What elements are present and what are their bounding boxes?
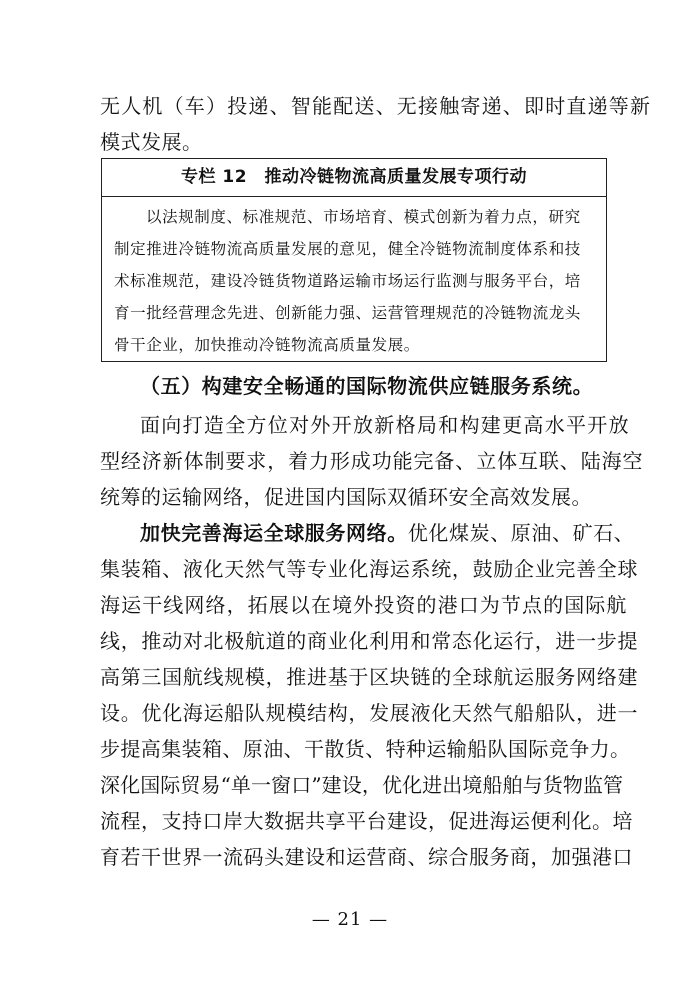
paragraph-line: 型经济新体制要求，着力形成功能完备、立体互联、陆海空 — [100, 449, 644, 473]
intro-line: 无人机（车）投递、智能配送、无接触寄递、即时直递等新 — [100, 94, 652, 118]
sidebar-line: 制定推进冷链物流高质量发展的意见，健全冷链物流制度体系和技 — [114, 240, 581, 258]
paragraph-line: 线，推动对北极航道的商业化利用和常态化运行，进一步提 — [100, 629, 639, 653]
intro-line: 模式发展。 — [100, 130, 203, 154]
sidebar-title: 专栏 12 推动冷链物流高质量发展专项行动 — [180, 167, 528, 187]
sidebar-line: 骨干企业，加快推动冷链物流高质量发展。 — [114, 336, 420, 354]
paragraph-line: 流程，支持口岸大数据共享平台建设，促进海运便利化。培 — [100, 809, 633, 833]
sidebar-line: 育一批经营理念先进、创新能力强、运营管理规范的冷链物流龙头 — [114, 304, 581, 322]
page-number: — 21 — — [311, 909, 389, 930]
sidebar-box — [101, 158, 607, 362]
section-heading: （五）构建安全畅通的国际物流供应链服务系统。 — [140, 374, 594, 398]
paragraph-lead-phrase: 加快完善海运全球服务网络。 — [140, 521, 408, 545]
sidebar-line: 术标准规范，建设冷链货物道路运输市场运行监测与服务平台，培 — [114, 272, 581, 290]
paragraph-line: 步提高集装箱、原油、干散货、特种运输船队国际竞争力。 — [100, 737, 631, 761]
paragraph-lead-rest: 优化煤炭、原油、矿石、 — [407, 521, 635, 545]
paragraph-line: 集装箱、液化天然气等专业化海运系统，鼓励企业完善全球 — [100, 557, 639, 581]
paragraph-line: 统筹的运输网络，促进国内国际双循环安全高效发展。 — [100, 485, 592, 509]
paragraph-line: 深化国际贸易“单一窗口”建设，优化进出境船舶与货物监管 — [100, 773, 624, 797]
sidebar-line: 以法规制度、标准规范、市场培育、模式创新为着力点，研究 — [146, 208, 581, 226]
paragraph-line: 设。优化海运船队规模结构，发展液化天然气船船队，进一 — [100, 701, 639, 725]
paragraph-first-line — [140, 519, 634, 547]
paragraph-line: 海运干线网络，拓展以在境外投资的港口为节点的国际航 — [100, 593, 628, 617]
paragraph-line: 面向打造全方位对外开放新格局和构建更高水平开放 — [140, 413, 630, 437]
paragraph-line: 育若干世界一流码头建设和运营商、综合服务商，加强港口 — [100, 845, 633, 869]
sidebar-title-row — [102, 159, 606, 197]
paragraph-line: 高第三国航线规模，推进基于区块链的全球航运服务网络建 — [100, 665, 639, 689]
